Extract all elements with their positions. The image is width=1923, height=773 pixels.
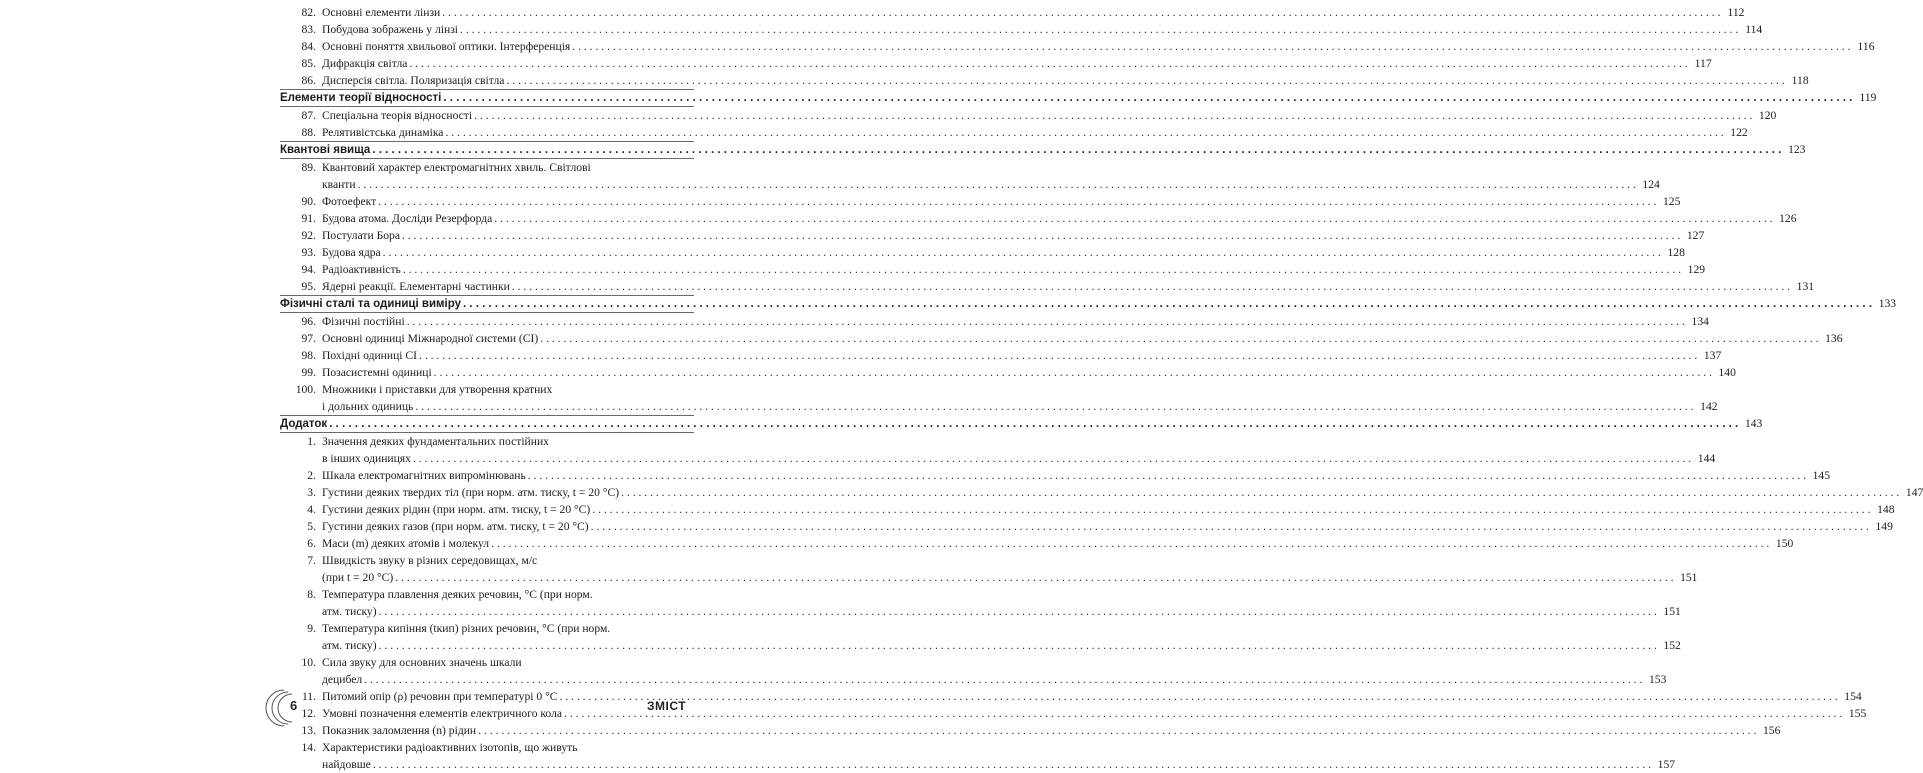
toc-entry	[280, 124, 1748, 141]
toc-entry-title: Спеціальна теорія відносності	[322, 109, 473, 122]
toc-page: 134	[1691, 315, 1709, 328]
toc-entry-title: Дифракція світла	[322, 57, 408, 70]
toc-entry	[280, 193, 1681, 210]
toc-entry-title: Основні одиниці Міжнародної системи (СІ)	[322, 332, 539, 345]
toc-entry-title: Густини деяких рідин (при норм. атм. тиску, t = 20 °С)	[322, 503, 591, 516]
toc-page: 142	[1700, 400, 1718, 413]
toc-leader	[407, 313, 1685, 330]
toc-section	[280, 141, 1806, 159]
toc-page: 116	[1857, 40, 1875, 53]
toc-section-title: Елементи теорії відносності	[280, 92, 442, 104]
toc-leader	[445, 124, 1723, 141]
section-rule-top	[280, 415, 694, 416]
toc-page: 155	[1848, 707, 1867, 720]
toc-page: 150	[1775, 537, 1794, 550]
toc-entry-number: 82.	[301, 6, 316, 19]
toc-entry-number: 92.	[301, 229, 316, 242]
toc-leader	[592, 501, 1870, 518]
toc-page: 131	[1796, 280, 1815, 293]
toc-entry-title: Похідні одиниці СІ	[322, 349, 418, 362]
toc-page: 114	[1745, 23, 1763, 36]
toc-entry-title-cont: (при t = 20 °С)	[322, 571, 394, 584]
toc-leader	[474, 107, 1752, 124]
toc-page: 129	[1687, 263, 1706, 276]
toc-entry	[280, 501, 1895, 518]
toc-entry-number: 91.	[301, 212, 316, 225]
toc-entry-title: Фотоефект	[322, 195, 377, 208]
toc-leader	[415, 398, 1693, 415]
toc-entry-title: Фізичні постійні	[322, 315, 405, 328]
toc-entry-title: Будова ядра	[322, 246, 381, 259]
toc-entry-title: Густини деяких газов (при норм. атм. тиску, t = 20 °С)	[322, 520, 589, 533]
toc-page: 143	[1744, 418, 1763, 430]
toc-entry-number: 96.	[301, 315, 316, 328]
toc-entry-title: Будова атома. Досліди Резерфорда	[322, 212, 493, 225]
toc-entry-number: 5.	[307, 520, 316, 533]
toc-entry-title: Густини деяких твердих тіл (при норм. атм. тиску, t = 20 °С)	[322, 486, 620, 499]
toc-page: 151	[1663, 605, 1681, 618]
toc-leader	[512, 278, 1790, 295]
toc-leader	[621, 484, 1899, 501]
toc-entry-title: Квантовий характер електромагнітних хвиль. Світлові	[322, 161, 591, 174]
toc-entry-number: 94.	[301, 263, 316, 276]
table-of-contents	[280, 4, 1923, 773]
toc-entry-number: 100.	[295, 383, 316, 396]
toc-leader	[478, 722, 1756, 739]
toc-entry-title: Основні поняття хвильової оптики. Інтерференція	[322, 40, 571, 53]
toc-leader	[379, 637, 1657, 654]
toc-entry	[280, 347, 1722, 364]
toc-entry-number: 8.	[307, 588, 316, 601]
toc-leader	[460, 21, 1738, 38]
toc-page: 136	[1825, 332, 1843, 345]
toc-entry-number: 14.	[301, 741, 316, 754]
toc-section	[280, 89, 1877, 107]
toc-entry-number: 88.	[301, 126, 316, 139]
toc-leader	[564, 705, 1842, 722]
toc-leader	[383, 244, 1661, 261]
toc-page: 119	[1859, 92, 1877, 104]
toc-page: 144	[1697, 452, 1716, 465]
toc-leader	[379, 603, 1657, 620]
toc-entry-title: Характеристики радіоактивних ізотопів, що живуть	[322, 741, 578, 754]
toc-page: 124	[1642, 178, 1660, 191]
toc-entry-title-cont: в інших одиницях	[322, 452, 411, 465]
toc-entry	[280, 467, 1830, 484]
toc-entry	[280, 227, 1705, 244]
section-rule-top	[280, 295, 694, 296]
toc-page: 145	[1812, 469, 1830, 482]
toc-entry-number: 7.	[307, 554, 316, 567]
toc-leader	[413, 450, 1691, 467]
toc-entry-title: Питомий опір (ρ) речовин при температурі 0 °С	[322, 690, 558, 703]
toc-entry	[280, 38, 1875, 55]
toc-leader	[358, 176, 1636, 193]
toc-page: 133	[1878, 298, 1897, 310]
toc-entry-title: Постулати Бора	[322, 229, 401, 242]
toc-entry	[280, 210, 1797, 227]
toc-entry	[280, 586, 1681, 620]
toc-leader	[572, 38, 1850, 55]
toc-leader	[364, 671, 1642, 688]
toc-entry-number: 86.	[301, 74, 316, 87]
toc-page: 147	[1905, 486, 1923, 499]
toc-entry	[280, 159, 1660, 193]
toc-leader	[591, 518, 1869, 535]
toc-entry	[280, 107, 1777, 124]
toc-entry-title: Температура плавлення деяких речовин, °С (при норм.	[322, 588, 593, 601]
toc-entry	[280, 330, 1843, 347]
toc-page: 153	[1648, 673, 1667, 686]
toc-entry-title: Радіоактивність	[322, 263, 401, 276]
running-title: ЗМІСТ	[647, 699, 687, 713]
toc-entry-number: 99.	[301, 366, 316, 379]
toc-entry-number: 2.	[307, 469, 316, 482]
toc-page: 157	[1657, 758, 1676, 771]
toc-leader	[378, 193, 1656, 210]
toc-page: 126	[1779, 212, 1797, 225]
toc-entry	[280, 654, 1667, 688]
toc-page: 117	[1694, 57, 1712, 70]
toc-section	[280, 295, 1897, 313]
toc-entry-number: 10.	[301, 656, 316, 669]
toc-entry	[280, 433, 1716, 467]
toc-entry-title-cont: атм. тиску)	[322, 639, 377, 652]
page-ornament-arcs-icon	[270, 688, 304, 728]
toc-entry	[280, 313, 1709, 330]
toc-entry	[280, 278, 1815, 295]
toc-leader	[491, 535, 1769, 552]
toc-entry-title: Множники і приставки для утворення кратних	[322, 383, 553, 396]
toc-entry-number: 83.	[301, 23, 316, 36]
toc-page: 149	[1875, 520, 1893, 533]
toc-entry-number: 6.	[307, 537, 316, 550]
toc-leader	[434, 364, 1712, 381]
toc-page: 148	[1877, 503, 1895, 516]
toc-leader	[395, 569, 1673, 586]
toc-page: 140	[1718, 366, 1736, 379]
toc-entry-title: Показник заломлення (n) рідин	[322, 724, 477, 737]
toc-leader	[559, 688, 1837, 705]
toc-page: 154	[1844, 690, 1862, 703]
toc-entry-number: 98.	[301, 349, 316, 362]
toc-page: 123	[1788, 144, 1806, 156]
toc-entry	[280, 620, 1681, 654]
toc-entry-title: Маси (m) деяких атомів і молекул	[322, 537, 490, 550]
toc-leader	[373, 756, 1651, 773]
toc-leader	[540, 330, 1818, 347]
toc-entry	[280, 244, 1685, 261]
toc-entry-number: 84.	[301, 40, 316, 53]
toc-entry-title-cont: і дольних одиниць	[322, 400, 414, 413]
toc-entry-title-cont: атм. тиску)	[322, 605, 377, 618]
toc-entry	[280, 518, 1893, 535]
toc-entry	[280, 364, 1736, 381]
toc-leader	[494, 210, 1772, 227]
toc-entry-title: Шкала електромагнітних випромінювань	[322, 469, 526, 482]
toc-entry-number: 97.	[301, 332, 316, 345]
toc-page: 112	[1727, 6, 1745, 19]
toc-entry-title: Умовні позначення елементів електричного кола	[322, 707, 563, 720]
toc-page: 151	[1680, 571, 1698, 584]
toc-entry	[280, 552, 1698, 586]
toc-entry-number: 85.	[301, 57, 316, 70]
toc-entry	[280, 261, 1706, 278]
section-rule-top	[280, 141, 694, 142]
toc-entry-title: Значення деяких фундаментальних постійних	[322, 435, 549, 448]
toc-leader	[419, 347, 1697, 364]
toc-leader	[403, 261, 1681, 278]
toc-leader	[443, 90, 1852, 107]
toc-entry-number: 12.	[301, 707, 316, 720]
toc-leader	[409, 55, 1687, 72]
toc-entry-title: Позасистемні одиниці	[322, 366, 432, 379]
toc-page: 118	[1791, 74, 1809, 87]
toc-entry-number: 9.	[307, 622, 316, 635]
toc-leader	[372, 142, 1781, 159]
toc-entry	[280, 55, 1712, 72]
toc-section-title: Квантові явища	[280, 144, 371, 156]
toc-entry	[280, 484, 1923, 501]
toc-entry-number: 87.	[301, 109, 316, 122]
toc-leader	[329, 416, 1738, 433]
toc-page: 122	[1730, 126, 1748, 139]
toc-page: 128	[1667, 246, 1685, 259]
toc-entry-number: 90.	[301, 195, 316, 208]
toc-entry-title: Сила звуку для основних значень шкали	[322, 656, 522, 669]
toc-entry-title-cont: найдовше	[322, 758, 371, 771]
toc-entry-number: 1.	[307, 435, 316, 448]
toc-entry	[280, 705, 1867, 722]
toc-entry	[280, 381, 1718, 415]
toc-page: 120	[1758, 109, 1777, 122]
toc-entry-title: Релятивістська динаміка	[322, 126, 444, 139]
section-rule-top	[280, 89, 694, 90]
toc-entry-title: Побудова зображень у лінзі	[322, 23, 459, 36]
toc-section-title: Фізичні сталі та одиниці виміру	[280, 298, 461, 310]
toc-entry	[280, 688, 1862, 705]
toc-entry-title-cont: кванти	[322, 178, 356, 191]
toc-page: 127	[1686, 229, 1705, 242]
toc-page: 152	[1663, 639, 1681, 652]
toc-leader	[442, 4, 1720, 21]
toc-page: 125	[1662, 195, 1681, 208]
toc-entry	[280, 21, 1763, 38]
toc-leader	[506, 72, 1784, 89]
toc-leader	[402, 227, 1680, 244]
toc-entry	[280, 72, 1809, 89]
toc-entry-number: 11.	[301, 690, 316, 703]
toc-entry-title: Ядерні реакції. Елементарні частинки	[322, 280, 510, 293]
toc-entry-title-cont: децибел	[322, 673, 363, 686]
toc-entry-title: Температура кипіння (tкип) різних речовин, °С (при норм.	[322, 622, 611, 635]
toc-entry-number: 95.	[301, 280, 316, 293]
toc-entry	[280, 739, 1676, 773]
toc-leader	[528, 467, 1806, 484]
toc-entry-number: 93.	[301, 246, 316, 259]
toc-entry-title: Дисперсія світла. Поляризація світла	[322, 74, 505, 87]
toc-page: 156	[1762, 724, 1781, 737]
toc-section-title: Додаток	[280, 418, 328, 430]
toc-entry-number: 4.	[307, 503, 316, 516]
toc-entry-number: 13.	[301, 724, 316, 737]
toc-section	[280, 415, 1763, 433]
toc-entry-number: 3.	[307, 486, 316, 499]
toc-entry-title: Швидкість звуку в різних середовищах, м/с	[322, 554, 538, 567]
toc-entry	[280, 535, 1794, 552]
page-number: 6	[290, 698, 298, 713]
toc-entry-number: 89.	[301, 161, 316, 174]
toc-page: 137	[1703, 349, 1722, 362]
toc-entry	[280, 722, 1781, 739]
toc-entry	[280, 4, 1745, 21]
toc-entry-title: Основні елементи лінзи	[322, 6, 441, 19]
toc-leader	[463, 296, 1872, 313]
